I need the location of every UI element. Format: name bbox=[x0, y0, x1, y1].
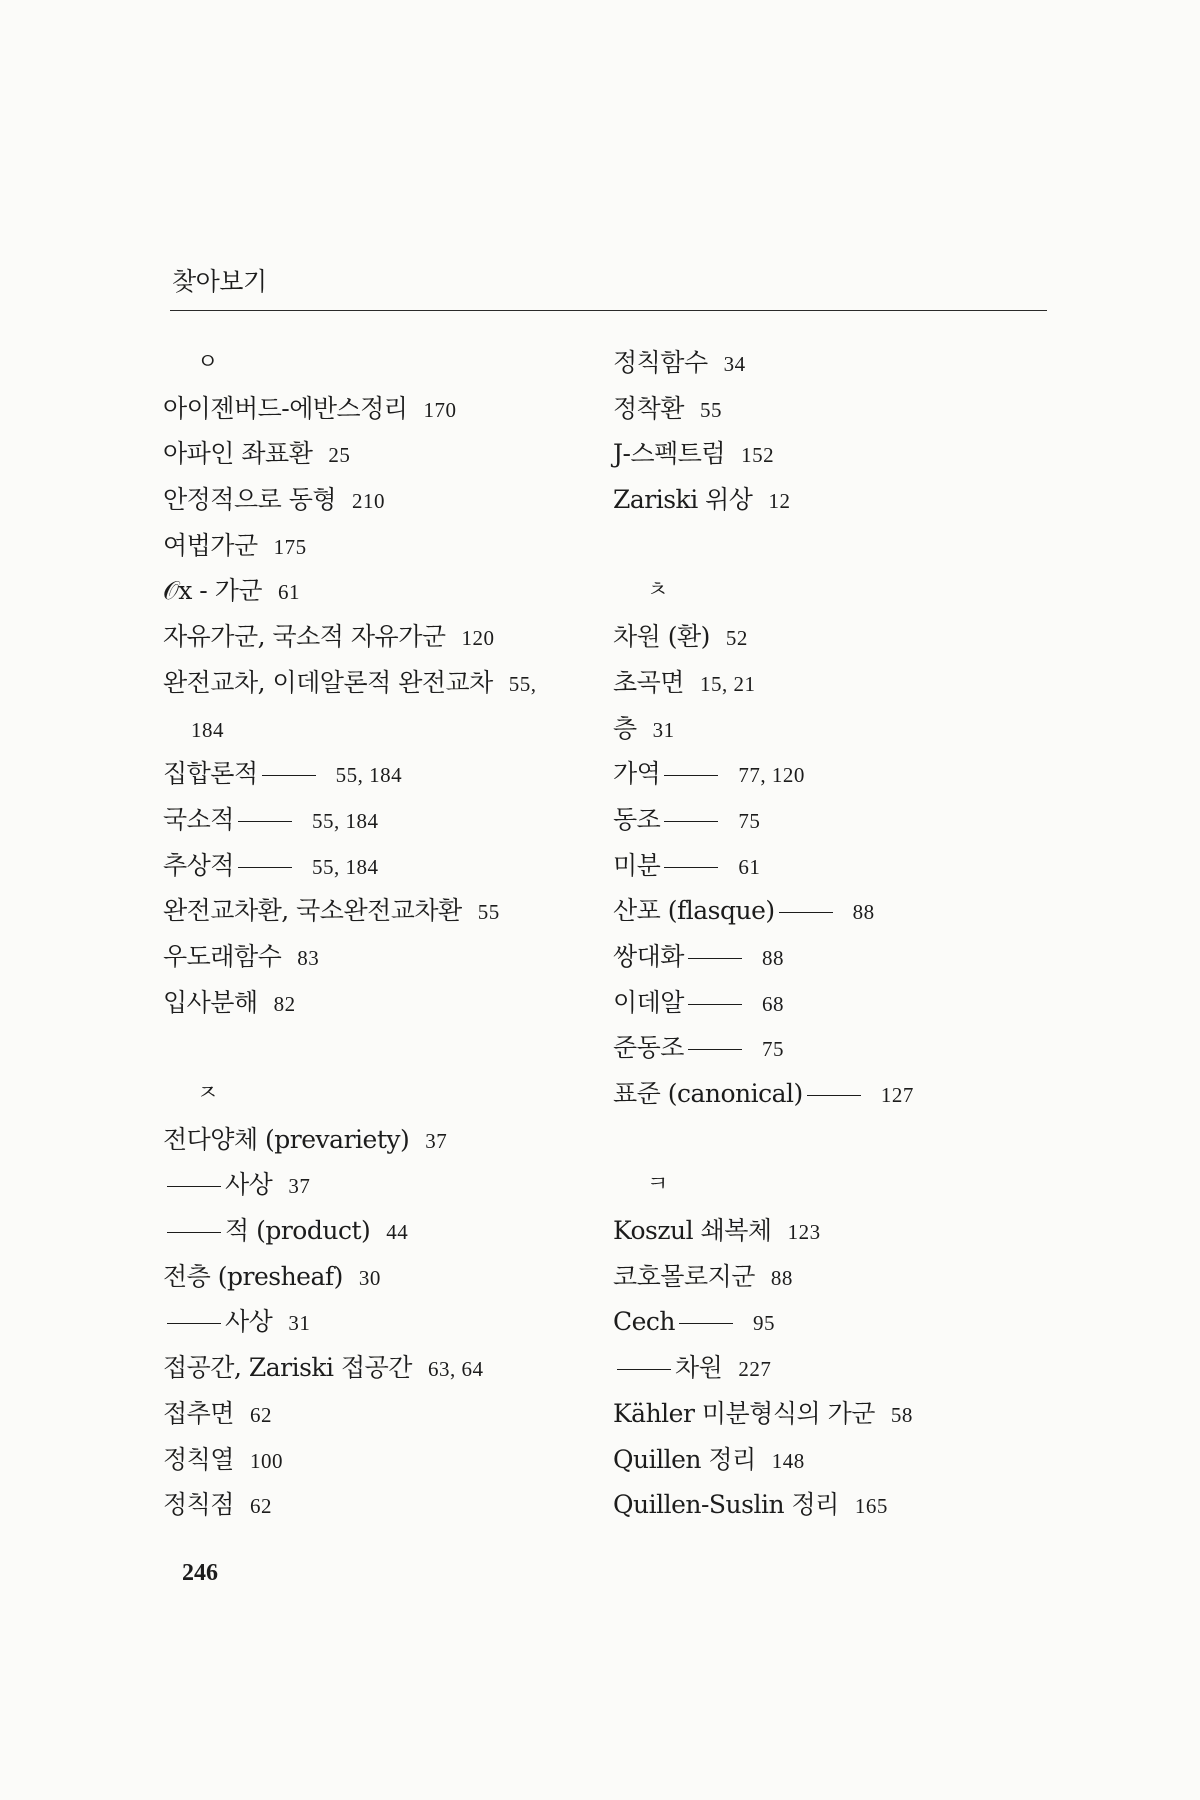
page-ref: 75 bbox=[761, 1037, 784, 1062]
repeat-dash bbox=[238, 821, 292, 822]
page-ref: 184 bbox=[191, 717, 224, 742]
page-ref: 30 bbox=[358, 1265, 381, 1290]
index-entry bbox=[163, 660, 603, 706]
index-entry bbox=[163, 1254, 603, 1300]
page-ref: 55, 184 bbox=[311, 808, 379, 833]
page-number: 246 bbox=[182, 1560, 218, 1586]
index-term: 코호몰로지군 bbox=[613, 1261, 755, 1291]
index-entry bbox=[613, 797, 1053, 843]
index-term: 여법가군 bbox=[163, 530, 258, 560]
section-letter: ㅊ bbox=[647, 578, 668, 604]
page-ref: 75 bbox=[738, 808, 761, 833]
index-entry bbox=[163, 477, 603, 523]
index-entry bbox=[613, 1345, 1053, 1391]
section-letter: ㅇ bbox=[197, 350, 218, 375]
index-term: Quillen-Suslin 정리 bbox=[613, 1490, 839, 1520]
repeat-dash bbox=[664, 867, 718, 868]
page-ref: 100 bbox=[249, 1448, 283, 1473]
index-entry bbox=[163, 1299, 603, 1345]
repeat-dash bbox=[167, 1232, 221, 1233]
page-ref: 123 bbox=[787, 1220, 821, 1245]
index-term: 적 (product) bbox=[225, 1216, 371, 1246]
page-ref: 175 bbox=[273, 534, 307, 559]
page-ref: 68 bbox=[761, 991, 784, 1016]
index-term: Quillen 정리 bbox=[613, 1444, 756, 1474]
page-ref: 210 bbox=[352, 489, 385, 514]
repeat-dash bbox=[167, 1323, 221, 1324]
index-term: 사상 bbox=[225, 1170, 273, 1200]
page-ref: 83 bbox=[297, 945, 320, 970]
index-term: 집합론적 bbox=[163, 759, 258, 789]
index-term: 추상적 bbox=[163, 850, 234, 880]
page-ref: 31 bbox=[652, 717, 675, 742]
index-entry bbox=[163, 934, 603, 980]
index-entry bbox=[163, 1345, 603, 1391]
page-ref: 55, bbox=[508, 671, 537, 696]
index-term: 이데알 bbox=[613, 987, 684, 1017]
index-term: 정칙열 bbox=[163, 1444, 234, 1474]
index-entry bbox=[163, 980, 603, 1026]
index-entry bbox=[163, 797, 603, 843]
repeat-dash bbox=[688, 958, 742, 959]
page-ref: 55, 184 bbox=[311, 854, 379, 879]
index-term: 자유가군, 국소적 자유가군 bbox=[163, 622, 446, 652]
repeat-dash bbox=[238, 867, 292, 868]
repeat-dash bbox=[679, 1323, 733, 1324]
page-ref: 34 bbox=[723, 352, 746, 376]
index-entry bbox=[163, 614, 603, 660]
page-ref: 120 bbox=[461, 626, 495, 651]
index-term: 미분 bbox=[613, 850, 661, 880]
page-ref: 31 bbox=[288, 1311, 311, 1336]
index-entry bbox=[613, 888, 1053, 934]
page-ref: 77, 120 bbox=[738, 763, 805, 788]
page-ref: 61 bbox=[278, 580, 300, 605]
index-entry bbox=[163, 1162, 603, 1208]
index-term: Cech bbox=[613, 1307, 676, 1337]
index-term: 안정적으로 동형 bbox=[163, 485, 336, 515]
page-ref: 55 bbox=[477, 900, 500, 925]
index-term: 초곡면 bbox=[613, 667, 684, 697]
repeat-dash bbox=[688, 1004, 742, 1005]
page-ref: 165 bbox=[854, 1494, 888, 1519]
page-ref: 82 bbox=[273, 991, 296, 1016]
index-entry bbox=[163, 1437, 603, 1483]
page-ref: 170 bbox=[423, 397, 457, 422]
page-ref: 44 bbox=[386, 1220, 409, 1245]
page-ref: 88 bbox=[770, 1265, 793, 1290]
index-term: 사상 bbox=[225, 1307, 273, 1337]
index-entry bbox=[613, 1208, 1053, 1254]
index-term: 가역 bbox=[613, 759, 661, 789]
index-term: 접추면 bbox=[163, 1398, 234, 1428]
page-ref: 37 bbox=[288, 1174, 311, 1199]
index-entry bbox=[613, 706, 1053, 752]
index-entry bbox=[613, 386, 1053, 432]
index-term: 동조 bbox=[613, 804, 661, 834]
index-entry bbox=[613, 1391, 1053, 1437]
page-ref: 37 bbox=[425, 1128, 448, 1153]
index-term: 아파인 좌표환 bbox=[163, 439, 313, 469]
index-entry bbox=[163, 888, 603, 934]
page-ref: 148 bbox=[771, 1448, 805, 1473]
index-entry bbox=[163, 751, 603, 797]
repeat-dash bbox=[262, 775, 316, 776]
page-ref: 52 bbox=[725, 626, 748, 651]
index-term: 입사분해 bbox=[163, 987, 258, 1017]
index-entry bbox=[163, 523, 603, 569]
index-term: 𝒪x - 가군 bbox=[163, 576, 262, 606]
index-term: Kähler 미분형식의 가군 bbox=[613, 1398, 875, 1428]
repeat-dash bbox=[664, 775, 718, 776]
index-column-left bbox=[163, 340, 603, 1528]
index-entry bbox=[613, 660, 1053, 706]
index-entry-continuation bbox=[163, 706, 603, 752]
page-ref: 55 bbox=[699, 397, 722, 422]
page-ref: 127 bbox=[880, 1083, 914, 1107]
index-entry bbox=[613, 1025, 1053, 1071]
index-term: 쌍대화 bbox=[613, 941, 684, 971]
page-ref: 58 bbox=[890, 1402, 913, 1427]
page-ref: 55, 184 bbox=[335, 763, 403, 788]
index-entry bbox=[613, 934, 1053, 980]
page-ref: 63, 64 bbox=[427, 1357, 484, 1382]
index-term: 정착환 bbox=[613, 393, 684, 423]
index-entry bbox=[613, 751, 1053, 797]
index-entry bbox=[613, 477, 1053, 523]
index-entry bbox=[613, 980, 1053, 1026]
header-rule bbox=[170, 310, 1047, 311]
repeat-dash bbox=[664, 821, 718, 822]
index-entry bbox=[163, 431, 603, 477]
section-letter: ㅋ bbox=[647, 1172, 668, 1198]
index-entry bbox=[163, 843, 603, 889]
index-entry bbox=[163, 1482, 603, 1528]
page-ref: 88 bbox=[761, 945, 784, 970]
repeat-dash bbox=[779, 912, 833, 913]
index-entry bbox=[163, 568, 603, 614]
repeat-dash bbox=[807, 1095, 861, 1096]
blank-line bbox=[163, 1025, 603, 1071]
section-letter: ㅈ bbox=[197, 1081, 218, 1106]
index-term: 아이젠버드-에반스정리 bbox=[163, 393, 408, 423]
page-ref: 88 bbox=[852, 900, 875, 925]
index-entry bbox=[613, 1437, 1053, 1483]
page-ref: 15, 21 bbox=[699, 671, 756, 696]
repeat-dash bbox=[167, 1186, 221, 1187]
index-entry bbox=[613, 1071, 1053, 1117]
index-entry bbox=[613, 614, 1053, 660]
repeat-dash bbox=[617, 1369, 671, 1370]
index-entry bbox=[613, 340, 1053, 386]
index-entry bbox=[613, 843, 1053, 889]
page-ref: 25 bbox=[328, 443, 351, 468]
page-ref: 62 bbox=[249, 1402, 272, 1427]
index-entry bbox=[163, 1117, 603, 1163]
index-term: 정칙점 bbox=[163, 1490, 234, 1520]
index-term: Koszul 쇄복체 bbox=[613, 1216, 772, 1246]
index-term: 표준 (canonical) bbox=[613, 1079, 803, 1108]
index-term: 완전교차, 이데알론적 완전교차 bbox=[163, 667, 493, 697]
index-term: 우도래함수 bbox=[163, 941, 282, 971]
index-term: 전다양체 (prevariety) bbox=[163, 1124, 410, 1154]
repeat-dash bbox=[688, 1049, 742, 1050]
index-term: Zariski 위상 bbox=[613, 485, 753, 515]
index-term: 국소적 bbox=[163, 804, 234, 834]
running-head: 찾아보기 bbox=[172, 267, 267, 296]
blank-line bbox=[613, 1117, 1053, 1163]
index-entry bbox=[163, 386, 603, 432]
index-term: 층 bbox=[613, 713, 637, 743]
index-term: 전층 (presheaf) bbox=[163, 1261, 343, 1291]
index-term: 완전교차환, 국소완전교차환 bbox=[163, 896, 462, 926]
page-ref: 152 bbox=[741, 443, 775, 468]
index-term: 준동조 bbox=[613, 1033, 684, 1063]
blank-line bbox=[613, 523, 1053, 569]
index-entry bbox=[163, 1208, 603, 1254]
page-ref: 12 bbox=[768, 489, 791, 514]
page-ref: 227 bbox=[738, 1357, 772, 1382]
index-term: 차원 bbox=[675, 1353, 723, 1383]
index-term: 차원 (환) bbox=[613, 622, 710, 652]
page-ref: 62 bbox=[249, 1494, 272, 1519]
index-term: 정칙함수 bbox=[613, 348, 708, 377]
index-entry bbox=[613, 1482, 1053, 1528]
index-entry bbox=[613, 431, 1053, 477]
index-term: 접공간, Zariski 접공간 bbox=[163, 1353, 412, 1383]
page-ref: 61 bbox=[738, 854, 761, 879]
index-column-right bbox=[613, 340, 1053, 1528]
index-entry bbox=[163, 1391, 603, 1437]
page-ref: 95 bbox=[753, 1311, 776, 1336]
index-entry bbox=[613, 1299, 1053, 1345]
index-term: J-스펙트럼 bbox=[613, 439, 726, 469]
index-term: 산포 (flasque) bbox=[613, 896, 775, 926]
index-entry bbox=[613, 1254, 1053, 1300]
